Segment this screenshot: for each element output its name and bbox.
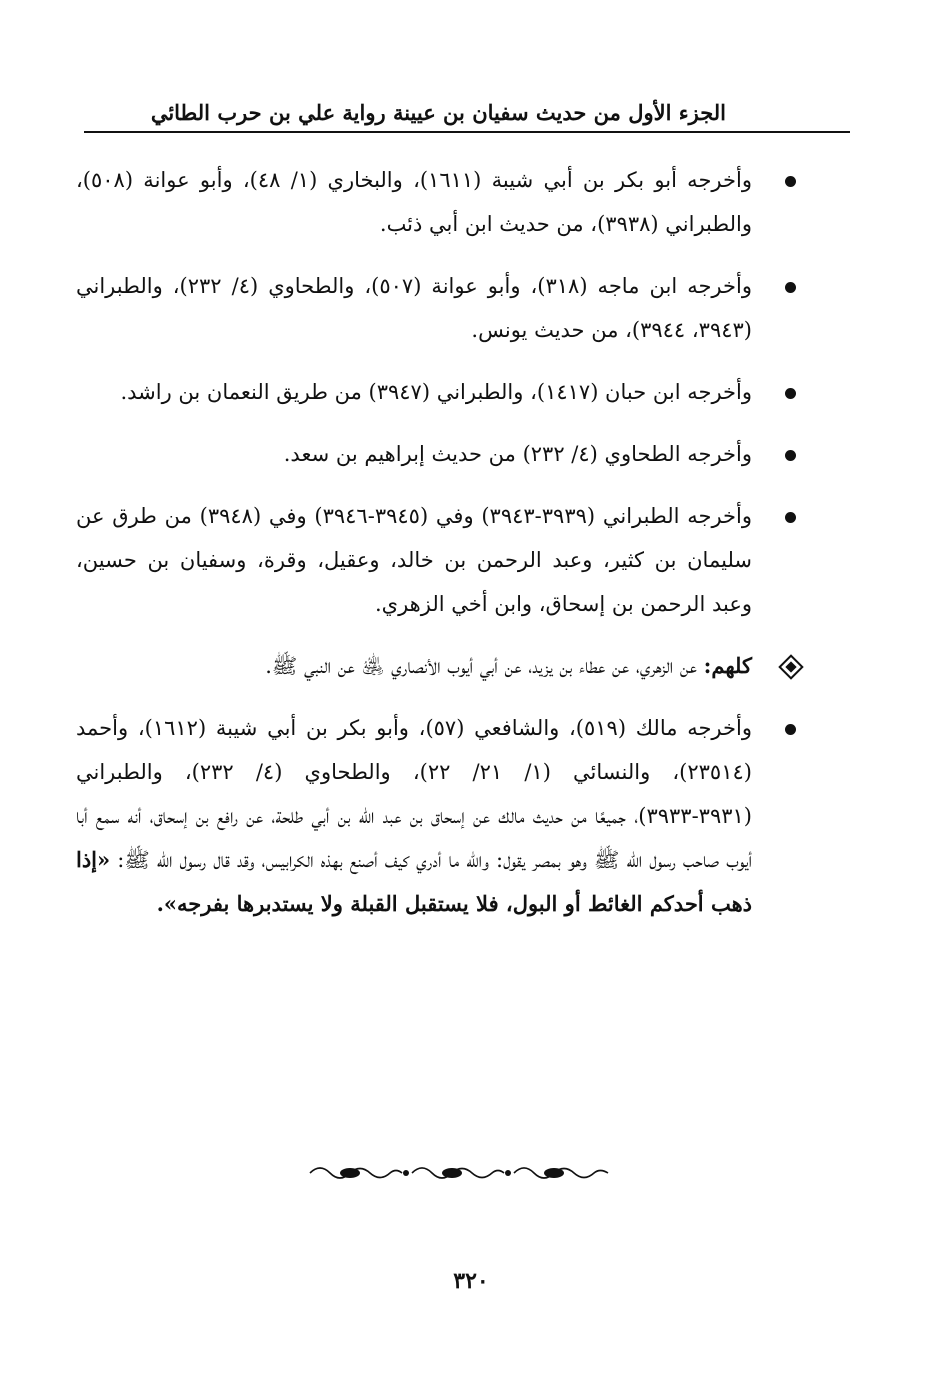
page-body (76, 158, 752, 944)
takhrij-text: وأخرجه ابن حبان (١٤١٧)، والطبراني (٣٩٤٧) من طريق النعمان بن راشد. (120, 380, 752, 404)
chain-item (76, 644, 752, 688)
takhrij-item (76, 494, 752, 626)
takhrij-item (76, 158, 752, 246)
chain-label: كلهم: (703, 653, 752, 678)
bullet-dot-icon (785, 512, 796, 523)
chain-text: عن الزهري، عن عطاء بن يزيد، عن أبي أيوب الأنصاري ﵁ عن النبي ﷺ. (265, 654, 697, 678)
ornament-divider-icon (306, 1158, 612, 1188)
bullet-dot-icon (785, 450, 796, 461)
takhrij-item (76, 706, 752, 926)
takhrij-item (76, 370, 752, 414)
takhrij-text: وأخرجه أبو بكر بن أبي شيبة (١٦١١)، والبخاري (١/ ٤٨)، وأبو عوانة (٥٠٨)، والطبراني (٣٩٣٨)، من حديث ابن أبي ذئب. (76, 168, 752, 236)
bullet-dot-icon (785, 388, 796, 399)
takhrij-text: وأخرجه مالك (٥١٩)، والشافعي (٥٧)، وأبو بكر بن أبي شيبة (١٦١٢)، وأحمد (٢٣٥١٤)، والنسائي (١/ ٢١/ ٢٢)، والطحاوي (٤/ ٢٣٢)، والطبراني (٣٩٣١-٣٩٣٣)، جميعًا من حديث مالك عن إسحاق بن عبد الله بن أبي طلحة، عن رافع بن إسحاق، أنه سمع أبا أيوب صاحب رسول الله ﷺ وهو بمصر يقول: والله ما أدري كيف أصنع بهذه الكرابيس، وقد قال رسول الله ﷺ: (76, 716, 752, 872)
takhrij-item (76, 432, 752, 476)
takhrij-text: وأخرجه الطحاوي (٤/ ٢٣٢) من حديث إبراهيم بن سعد. (283, 442, 752, 466)
takhrij-item (76, 264, 752, 352)
hadith-quote: «إذا ذهب أحدكم الغائط أو البول، فلا يستقبل القبلة ولا يستدبرها بفرجه». (76, 847, 752, 916)
diamond-bullet-icon (778, 654, 803, 679)
bullet-dot-icon (785, 176, 796, 187)
takhrij-text: وأخرجه الطبراني (٣٩٣٩-٣٩٤٣) وفي (٣٩٤٥-٣٩٤٦) وفي (٣٩٤٨) من طرق عن سليمان بن كثير، وعبد الرحمن بن خالد، وعقيل، وقرة، وسفيان بن حسين، وعبد الرحمن بن إسحاق، وابن أخي الزهري. (76, 504, 752, 616)
takhrij-text: وأخرجه ابن ماجه (٣١٨)، وأبو عوانة (٥٠٧)، والطحاوي (٤/ ٢٣٢)، والطبراني (٣٩٤٣، ٣٩٤٤)، من حديث يونس. (76, 274, 752, 342)
page-number: ٣٢٠ (453, 1268, 489, 1294)
running-header-title: الجزء الأول من حديث سفيان بن عيينة رواية علي بن حرب الطائي (150, 100, 726, 125)
header-rule (84, 131, 850, 133)
bullet-dot-icon (785, 282, 796, 293)
bullet-dot-icon (785, 724, 796, 735)
